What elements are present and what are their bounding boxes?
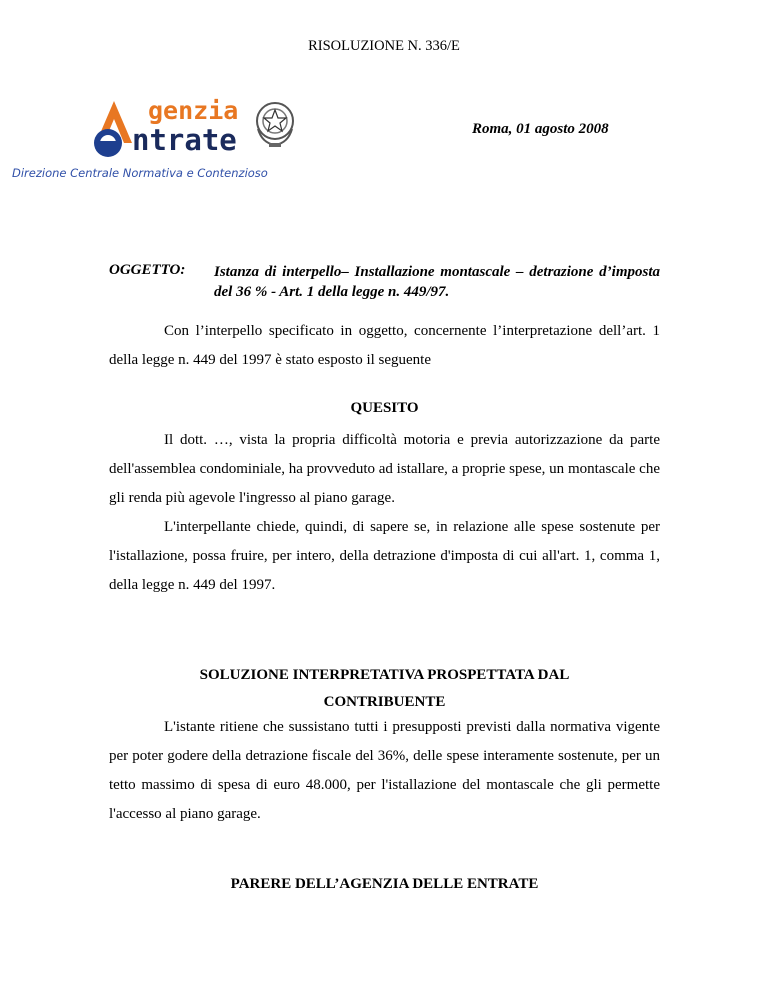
parere-heading: PARERE DELL’AGENZIA DELLE ENTRATE (230, 876, 539, 892)
quesito-paragraph-1 (109, 426, 660, 513)
quesito-paragraph-2 (109, 513, 660, 600)
italian-republic-emblem-icon (252, 99, 298, 149)
oggetto-label: OGGETTO: (109, 262, 186, 278)
quesito-text-2: L'interpellante chiede, quindi, di sapere se, in relazione alle spese sostenute per l'istallazione, possa fruire, per intero, della detrazione d'imposta di cui all'art. 1, comma 1, della legge n. 449 del 1997. (109, 519, 660, 593)
oggetto-text: Istanza di interpello– Installazione montascale – detrazione d’imposta del 36 % - Art. 1 della legge n. 449/97. (214, 264, 660, 300)
agenzia-entrate-logo (12, 96, 342, 186)
soluzione-heading-line2: CONTRIBUENTE (323, 694, 446, 710)
quesito-text-1: Il dott. …, vista la propria difficoltà motoria e previa autorizzazione da parte dell'assemblea condominiale, ha provveduto ad istallare, a proprie spese, un montascale che gli renda più agevole l'ingresso al piano garage. (109, 432, 660, 506)
document-date: Roma, 01 agosto 2008 (472, 121, 609, 137)
logo-word-agenzia: genzia (148, 96, 239, 125)
quesito-heading: QUESITO (350, 400, 419, 416)
intro-text: Con l’interpello specificato in oggetto, concernente l’interpretazione dell’art. 1 della legge n. 449 del 1997 è stato esposto il seguente (109, 323, 660, 368)
document-header: RISOLUZIONE N. 336/E (308, 38, 460, 54)
logo-subtitle: Direzione Centrale Normativa e Contenzioso (12, 166, 268, 180)
soluzione-heading-line1: SOLUZIONE INTERPRETATIVA PROSPETTATA DAL (199, 667, 570, 683)
soluzione-text: L'istante ritiene che sussistano tutti i presupposti previsti dalla normativa vigente per poter godere della detrazione fiscale del 36%, delle spese interamente sostenute, per un tetto massimo di spesa di euro 48.000, per l'istallazione del montascale che gli permette l'accesso al piano garage. (109, 719, 660, 822)
logo-word-entrate: ntrate (132, 123, 237, 157)
soluzione-paragraph (109, 713, 660, 829)
intro-paragraph (109, 317, 660, 375)
